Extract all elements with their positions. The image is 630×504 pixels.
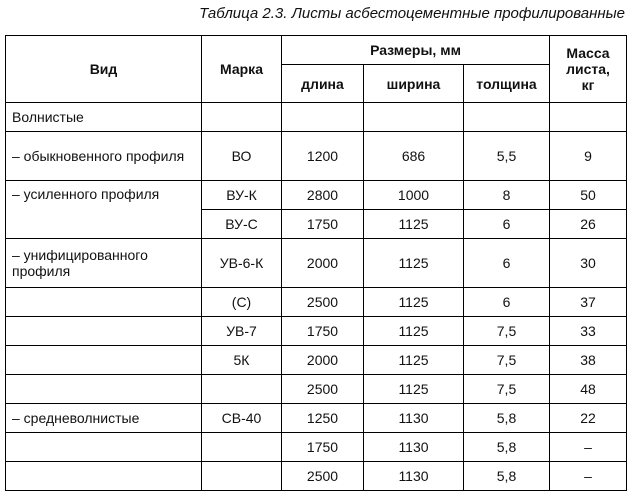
cell-marka: УВ-7 [202,317,282,346]
cell-tolshchina: 6 [464,288,550,317]
table-row [6,462,627,491]
cell-dlina: 1250 [282,404,364,433]
cell-vid [6,375,202,404]
cell-dlina: 1200 [282,132,364,181]
cell-tolshchina: 6 [464,210,550,239]
cell-shirina: 1125 [364,375,464,404]
cell-shirina: 1125 [364,317,464,346]
table-row [6,346,627,375]
group-cell-empty [282,103,364,132]
table-row [6,288,627,317]
cell-massa: 50 [550,181,627,210]
cell-tolshchina: 6 [464,239,550,288]
cell-shirina: 1130 [364,433,464,462]
cell-vid [6,462,202,491]
cell-shirina: 686 [364,132,464,181]
cell-shirina: 1000 [364,181,464,210]
table-row [6,404,627,433]
cell-massa: – [550,433,627,462]
header-shirina: ширина [364,65,464,103]
group-cell-empty [202,103,282,132]
cell-dlina: 1750 [282,317,364,346]
cell-shirina: 1125 [364,346,464,375]
cell-vid: – средневолнистые [6,404,202,433]
cell-marka: 5К [202,346,282,375]
header-dlina: длина [282,65,364,103]
cell-marka: ВУ-К [202,181,282,210]
cell-dlina: 2000 [282,346,364,375]
cell-vid [6,288,202,317]
cell-dlina: 2500 [282,375,364,404]
cell-massa: 30 [550,239,627,288]
cell-dlina: 2000 [282,239,364,288]
cell-marka: (С) [202,288,282,317]
cell-marka: УВ-6-К [202,239,282,288]
cell-tolshchina: 7,5 [464,375,550,404]
header-marka: Марка [202,36,282,103]
cell-marka [202,375,282,404]
header-vid: Вид [6,36,202,103]
header-massa: Масса листа, кг [550,36,627,103]
group-row [6,103,627,132]
cell-tolshchina: 5,8 [464,462,550,491]
cell-shirina: 1130 [364,404,464,433]
cell-dlina: 2800 [282,181,364,210]
header-row-top [6,36,627,65]
table-row [6,433,627,462]
cell-tolshchina: 7,5 [464,317,550,346]
group-cell-empty [550,103,627,132]
group-cell-empty [364,103,464,132]
cell-massa: 22 [550,404,627,433]
cell-massa: 48 [550,375,627,404]
cell-shirina: 1125 [364,239,464,288]
cell-massa: 33 [550,317,627,346]
cell-tolshchina: 8 [464,181,550,210]
cell-shirina: 1125 [364,210,464,239]
cell-marka: ВО [202,132,282,181]
header-razmery: Размеры, мм [282,36,550,65]
cell-shirina: 1125 [364,288,464,317]
table-row [6,375,627,404]
cell-tolshchina: 5,5 [464,132,550,181]
cell-vid: – унифицированного профиля [6,239,202,288]
cell-dlina: 1750 [282,210,364,239]
cell-vid [6,346,202,375]
cell-marka [202,433,282,462]
table-caption: Таблица 2.3. Листы асбестоцементные профилированные [199,5,625,22]
cell-dlina: 1750 [282,433,364,462]
cell-massa: 38 [550,346,627,375]
cell-massa: – [550,462,627,491]
cell-vid: – усиленного профиля [6,181,202,239]
cell-massa: 9 [550,132,627,181]
sheets-table [5,35,627,491]
cell-tolshchina: 5,8 [464,404,550,433]
cell-marka: СВ-40 [202,404,282,433]
cell-massa: 37 [550,288,627,317]
group-label: Волнистые [6,103,202,132]
cell-marka [202,462,282,491]
cell-tolshchina: 5,8 [464,433,550,462]
cell-tolshchina: 7,5 [464,346,550,375]
header-tolshchina: толщина [464,65,550,103]
cell-marka: ВУ-С [202,210,282,239]
cell-vid [6,433,202,462]
cell-vid: – обыкновенного профиля [6,132,202,181]
table-row [6,181,627,210]
group-cell-empty [464,103,550,132]
cell-shirina: 1130 [364,462,464,491]
table-row [6,317,627,346]
cell-dlina: 2500 [282,288,364,317]
cell-massa: 26 [550,210,627,239]
cell-vid [6,317,202,346]
table-row [6,132,627,181]
cell-dlina: 2500 [282,462,364,491]
table-row [6,239,627,288]
